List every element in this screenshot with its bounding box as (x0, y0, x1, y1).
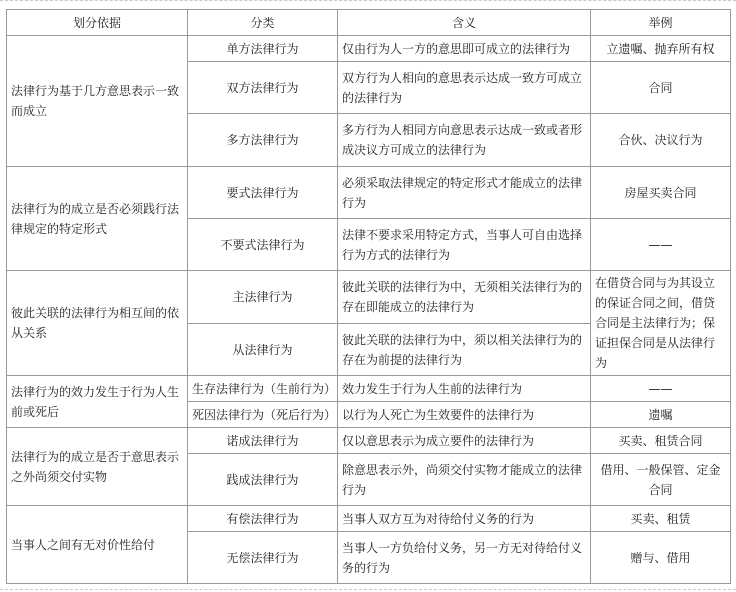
example-cell: 合同 (591, 62, 731, 114)
example-cell: 合伙、决议行为 (591, 114, 731, 167)
meaning-cell: 以行为人死亡为生效要件的法律行为 (338, 402, 591, 428)
meaning-cell: 双方行为人相向的意思表示达成一致方可成立的法律行为 (338, 62, 591, 114)
table-row (7, 506, 731, 532)
meaning-cell: 当事人双方互为对待给付义务的行为 (338, 506, 591, 532)
meaning-cell: 效力发生于行为人生前的法律行为 (338, 376, 591, 402)
header-category: 分类 (188, 10, 338, 36)
example-cell: 买卖、租赁 (591, 506, 731, 532)
basis-cell: 彼此关联的法律行为相互间的依从关系 (7, 271, 188, 376)
basis-cell: 法律行为的效力发生于行为人生前或死后 (7, 376, 188, 428)
meaning-cell: 彼此关联的法律行为中，无须相关法律行为的存在即能成立的法律行为 (338, 271, 591, 324)
table-row (7, 36, 731, 62)
example-cell: 赠与、借用 (591, 532, 731, 584)
example-cell: 在借贷合同与为其设立的保证合同之间，借贷合同是主法律行为；保证担保合同是从法律行为 (591, 271, 731, 376)
header-meaning: 含义 (338, 10, 591, 36)
table-row (7, 271, 731, 324)
category-cell: 主法律行为 (188, 271, 338, 324)
table-row (7, 376, 731, 402)
meaning-cell: 彼此关联的法律行为中，须以相关法律行为的存在为前提的法律行为 (338, 324, 591, 376)
basis-cell: 法律行为的成立是否必须践行法律规定的特定形式 (7, 167, 188, 271)
basis-cell: 法律行为的成立是否于意思表示之外尚须交付实物 (7, 428, 188, 506)
table-row (7, 428, 731, 454)
page-top-dashed-border (0, 0, 736, 4)
meaning-cell: 必须采取法律规定的特定形式才能成立的法律行为 (338, 167, 591, 219)
category-cell: 双方法律行为 (188, 62, 338, 114)
meaning-cell: 除意思表示外，尚须交付实物才能成立的法律行为 (338, 454, 591, 506)
basis-cell: 法律行为基于几方意思表示一致而成立 (7, 36, 188, 167)
basis-cell: 当事人之间有无对价性给付 (7, 506, 188, 584)
category-cell: 从法律行为 (188, 324, 338, 376)
example-cell: 买卖、租赁合同 (591, 428, 731, 454)
category-cell: 践成法律行为 (188, 454, 338, 506)
table-row (7, 167, 731, 219)
category-cell: 有偿法律行为 (188, 506, 338, 532)
category-cell: 不要式法律行为 (188, 219, 338, 271)
example-cell: —— (591, 219, 731, 271)
category-cell: 无偿法律行为 (188, 532, 338, 584)
meaning-cell: 仅以意思表示为成立要件的法律行为 (338, 428, 591, 454)
category-cell: 诺成法律行为 (188, 428, 338, 454)
example-cell: 房屋买卖合同 (591, 167, 731, 219)
legal-act-classification-table (6, 9, 731, 584)
example-cell: 立遗嘱、抛弃所有权 (591, 36, 731, 62)
example-cell: —— (591, 376, 731, 402)
header-basis: 划分依据 (7, 10, 188, 36)
meaning-cell: 仅由行为人一方的意思即可成立的法律行为 (338, 36, 591, 62)
header-row (7, 10, 731, 36)
category-cell: 单方法律行为 (188, 36, 338, 62)
example-cell: 借用、一般保管、定金合同 (591, 454, 731, 506)
meaning-cell: 法律不要求采用特定方式，当事人可自由选择行为方式的法律行为 (338, 219, 591, 271)
category-cell: 多方法律行为 (188, 114, 338, 167)
meaning-cell: 多方行为人相同方向意思表示达成一致或者形成决议方可成立的法律行为 (338, 114, 591, 167)
header-example: 举例 (591, 10, 731, 36)
category-cell: 死因法律行为（死后行为） (188, 402, 338, 428)
category-cell: 生存法律行为（生前行为） (188, 376, 338, 402)
example-cell: 遗嘱 (591, 402, 731, 428)
meaning-cell: 当事人一方负给付义务，另一方无对待给付义务的行为 (338, 532, 591, 584)
category-cell: 要式法律行为 (188, 167, 338, 219)
